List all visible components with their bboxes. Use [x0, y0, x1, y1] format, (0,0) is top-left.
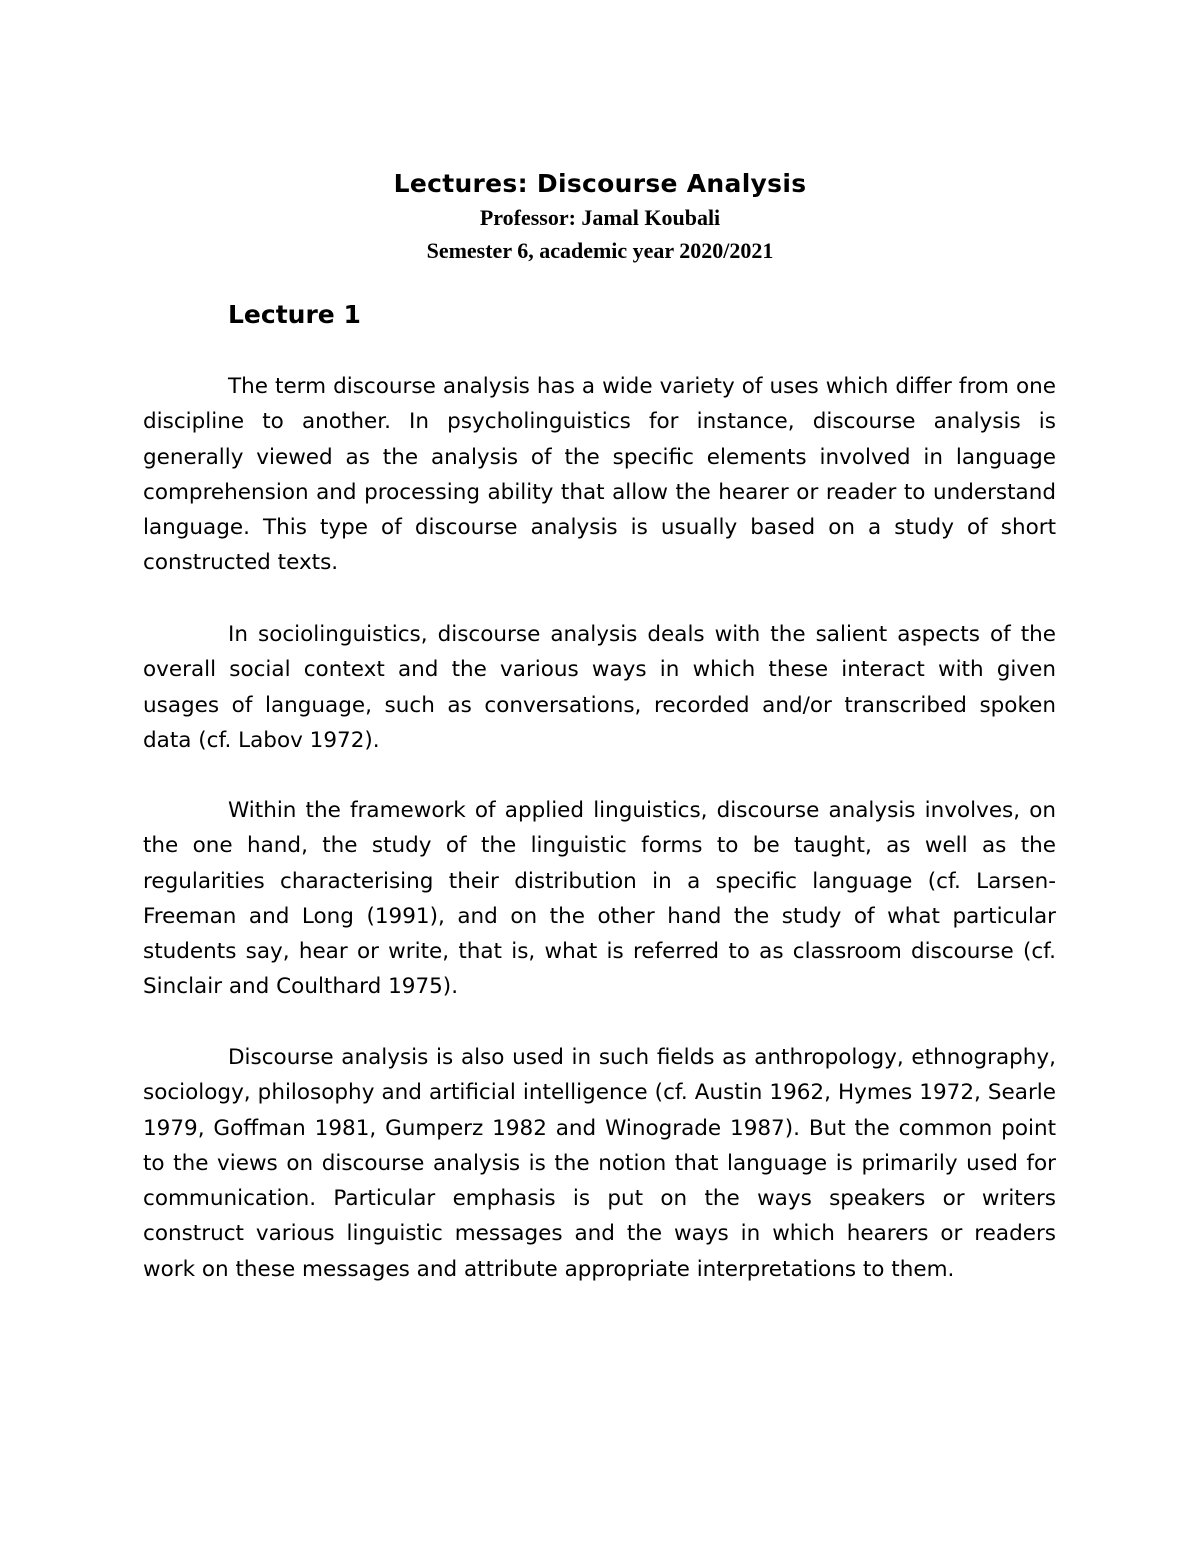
paragraph-discourse-definition: The term discourse analysis has a wide variety of uses which differ from one discipline to another. In psycholinguistics for instance, discourse analysis is generally viewed as the analysis of the specific elements involved in language comprehension and processing ability that allow the hearer or reader to understand language. This type of discourse analysis is usually based on a study of short constructed texts.	[143, 374, 1056, 576]
paragraph-sociolinguistics: In sociolinguistics, discourse analysis deals with the salient aspects of the overall social context and the various ways in which these interact with given usages of language, such as conversations, recorded and/or transcribed spoken data (cf. Labov 1972).	[143, 622, 1056, 753]
paragraph-other-fields: Discourse analysis is also used in such fields as anthropology, ethnography, sociology, philosophy and artificial intelligence (cf. Austin 1962, Hymes 1972, Searle 1979, Goffman 1981, Gumperz 1982 and Winograde 1987). But the common point to the views on discourse analysis is the notion that language is primarily used for communication. Particular emphasis is put on the ways speakers or writers construct various linguistic messages and the ways in which hearers or readers work on these messages and attribute appropriate interpretations to them.	[143, 1045, 1056, 1282]
paragraph-applied-linguistics: Within the framework of applied linguistics, discourse analysis involves, on the one hand, the study of the linguistic forms to be taught, as well as the regularities characterising their distribution in a specific language (cf. Larsen-Freeman and Long (1991), and on the other hand the study of what particular students say, hear or write, that is, what is referred to as classroom discourse (cf. Sinclair and Coulthard 1975).	[143, 798, 1056, 1000]
professor-line: Professor: Jamal Koubali	[479, 205, 721, 230]
lecture-heading: Lecture 1	[228, 300, 361, 329]
document-title: Lectures: Discourse Analysis	[393, 169, 807, 198]
semester-line: Semester 6, academic year 2020/2021	[426, 238, 774, 263]
